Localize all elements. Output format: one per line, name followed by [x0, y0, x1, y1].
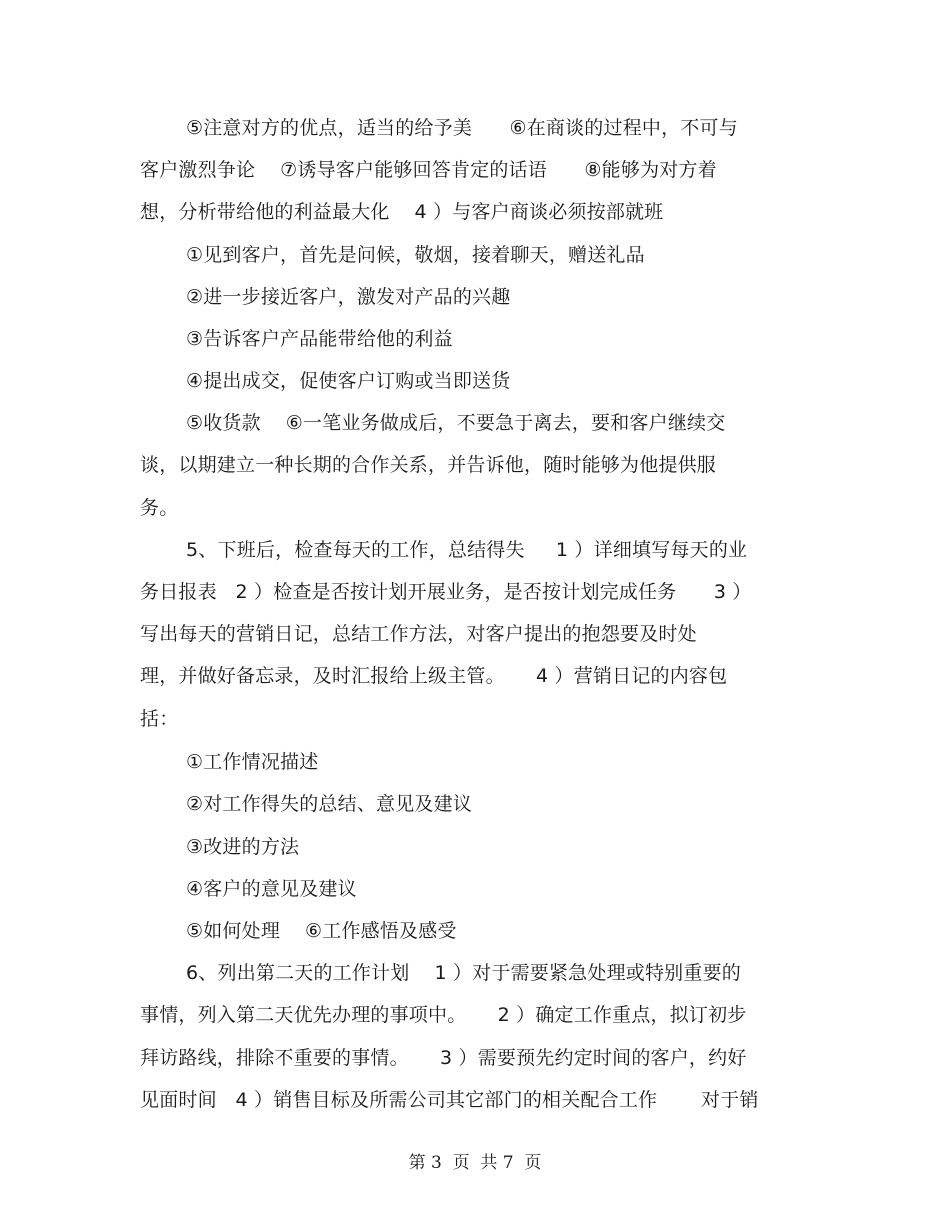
text-line: 6、列出第二天的工作计划 1 ）对于需要紧急处理或特别重要的 — [186, 962, 741, 984]
text-line: 写出每天的营销日记，总结工作方法，对客户提出的抱怨要及时处 — [140, 623, 697, 645]
text-line: 想，分析带给他的利益最大化 4 ）与客户商谈必须按部就班 — [140, 201, 664, 223]
text-line: ③告诉客户产品能带给他的利益 — [186, 328, 453, 350]
text-line: ⑤注意对方的优点，适当的给予美 ⑥在商谈的过程中，不可与 — [186, 117, 738, 139]
text-line: ⑤收货款 ⑥一笔业务做成后，不要急于离去，要和客户继续交 — [186, 412, 726, 434]
text-line: 客户激烈争论 ⑦诱导客户能够回答肯定的话语 ⑧能够为对方着 — [140, 159, 717, 181]
text-line: ①见到客户，首先是问候，敬烟，接着聊天，赠送礼品 — [186, 244, 645, 266]
text-line: ④客户的意见及建议 — [186, 878, 357, 900]
page-number-footer: 第 3 页 共 7 页 — [408, 1153, 542, 1173]
text-line: ③改进的方法 — [186, 836, 300, 858]
text-line: ④提出成交，促使客户订购或当即送货 — [186, 370, 511, 392]
text-line: ②进一步接近客户，激发对产品的兴趣 — [186, 286, 511, 308]
text-line: 务。 — [140, 497, 179, 519]
text-line: ①工作情况描述 — [186, 751, 319, 773]
text-line: ⑤如何处理 ⑥工作感悟及感受 — [186, 920, 457, 942]
text-line: 务日报表 2 ）检查是否按计划开展业务，是否按计划完成任务 3 ） — [140, 581, 752, 603]
text-line: 拜访路线，排除不重要的事情。 3 ）需要预先约定时间的客户，约好 — [140, 1047, 747, 1069]
text-line: 谈，以期建立一种长期的合作关系，并告诉他，随时能够为他提供服 — [140, 454, 717, 476]
text-line: 事情，列入第二天优先办理的事项中。 2 ）确定工作重点，拟订初步 — [140, 1004, 747, 1026]
text-line: 括： — [140, 708, 179, 730]
text-line: 见面时间 4 ）销售目标及所需公司其它部门的相关配合工作 对于销 — [140, 1089, 759, 1111]
text-line: 5、下班后，检查每天的工作，总结得失 1 ）详细填写每天的业 — [186, 539, 748, 561]
text-line: ②对工作得失的总结、意见及建议 — [186, 793, 473, 815]
text-line: 理，并做好备忘录，及时汇报给上级主管。 4 ）营销日记的内容包 — [140, 665, 728, 687]
